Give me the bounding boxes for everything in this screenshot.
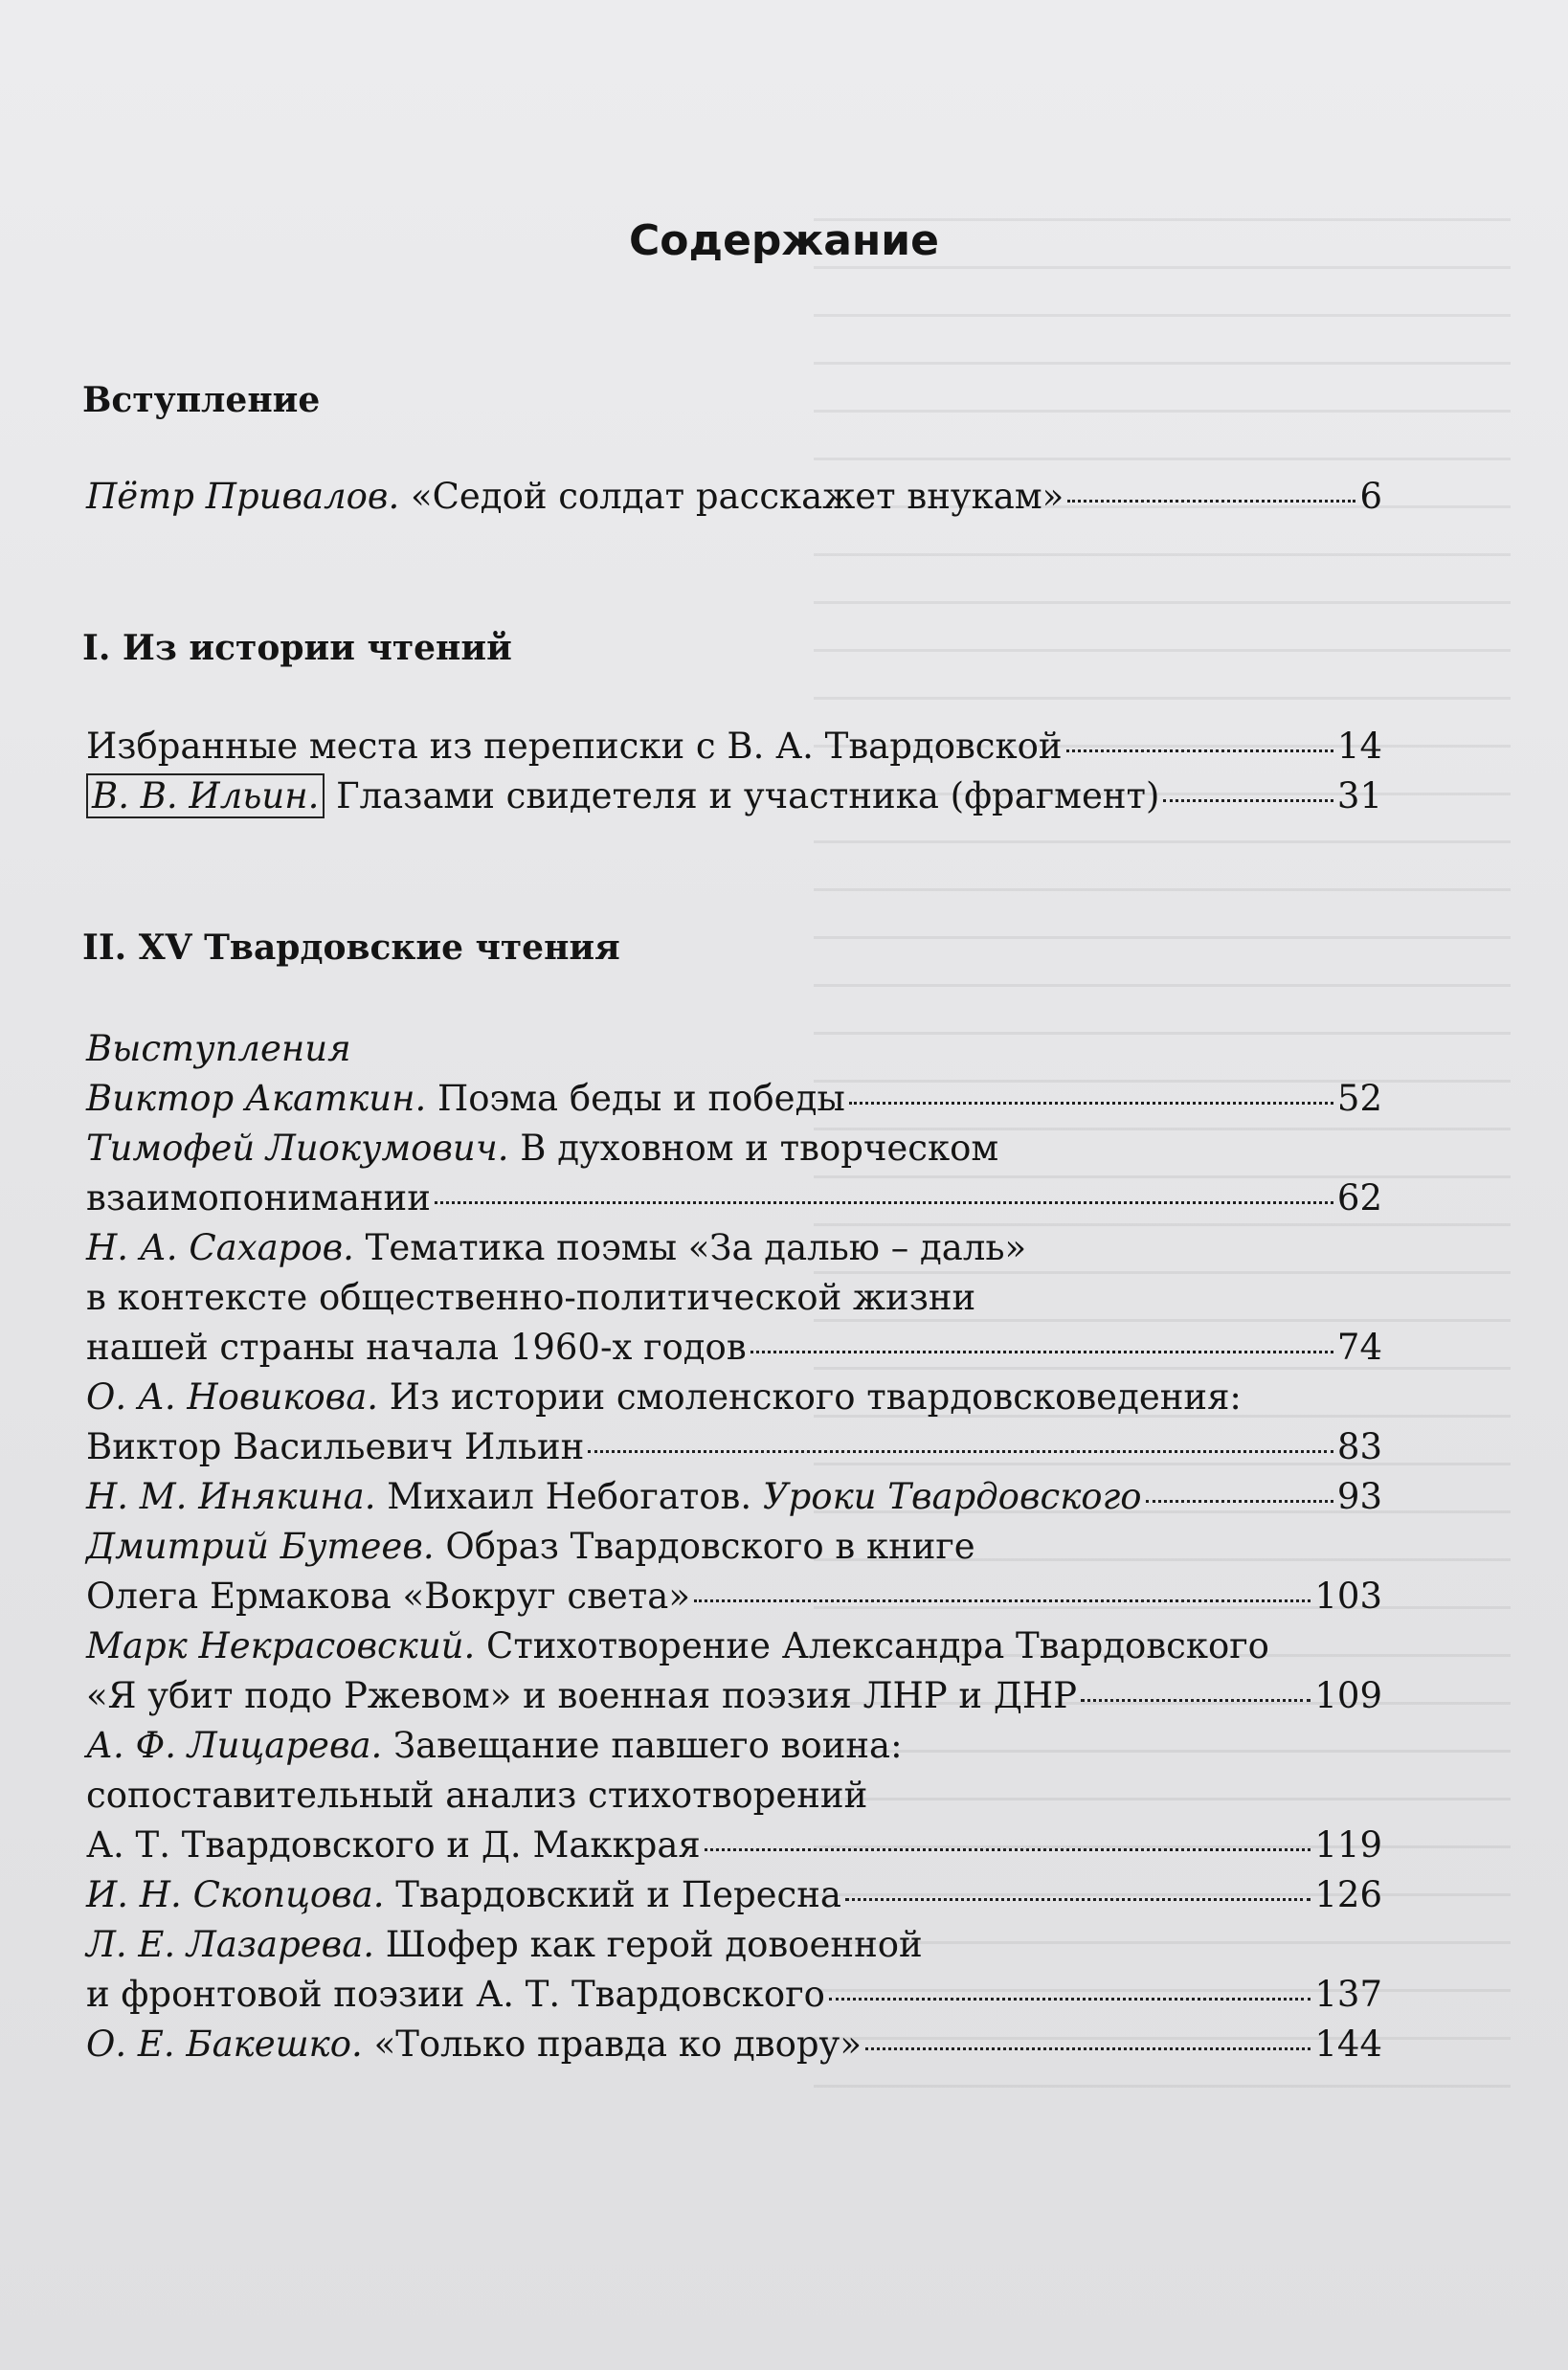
entry-title: Образ Твардовского в книге [434, 1526, 975, 1567]
entry-author: Пётр Привалов. [86, 476, 400, 517]
toc-entry[interactable] [86, 1373, 1382, 1472]
dot-leader [435, 1201, 1333, 1204]
entry-title: «Седой солдат расскажет внукам» [399, 476, 1064, 517]
entry-author: И. Н. Скопцова. [86, 1874, 385, 1915]
entry-title-cont: в контексте общественно-политической жизни [86, 1277, 976, 1318]
page-number: 119 [1314, 1824, 1382, 1866]
dot-leader [829, 1998, 1311, 2001]
dot-leader [1163, 799, 1333, 802]
dot-leader [865, 2047, 1310, 2050]
entry-author: А. Ф. Лицарева. [86, 1725, 383, 1766]
entry-title: Михаил Небогатов. [375, 1476, 763, 1517]
toc-entry[interactable] [86, 2020, 1382, 2069]
toc-entry[interactable] [86, 472, 1382, 522]
entry-title: Завещание павшего воина: [382, 1725, 903, 1766]
entry-title-cont: «Я убит подо Ржевом» и военная поэзия ЛНР и ДНР [86, 1675, 1078, 1716]
toc-entry[interactable] [86, 1621, 1382, 1721]
toc-entry[interactable] [86, 1074, 1382, 1124]
page-number: 126 [1314, 1874, 1382, 1915]
dot-leader [750, 1351, 1333, 1353]
dot-leader [694, 1599, 1310, 1602]
page-number: 14 [1336, 726, 1382, 767]
toc-entry[interactable] [86, 722, 1382, 771]
page-number: 31 [1336, 775, 1382, 816]
entry-title: Избранные места из переписки с В. А. Твардовской [86, 726, 1063, 767]
section-heading-intro: Вступление [82, 380, 321, 420]
toc-entry[interactable] [86, 771, 1382, 821]
entry-title: Тематика поэмы «За далью – даль» [353, 1227, 1027, 1268]
page-number: 144 [1314, 2023, 1382, 2065]
toc-entry[interactable] [86, 1920, 1382, 2020]
entry-title-cont: сопоставительный анализ стихотворений [86, 1775, 868, 1816]
dot-leader [1067, 500, 1355, 503]
entry-author: Л. Е. Лазарева. [86, 1924, 375, 1965]
entry-title-cont: Олега Ермакова «Вокруг света» [86, 1576, 690, 1617]
dot-leader [1081, 1699, 1310, 1702]
page-number: 137 [1314, 1974, 1382, 2015]
toc-entry[interactable] [86, 1522, 1382, 1621]
dot-leader [1066, 749, 1333, 752]
entry-title: В духовном и творческом [508, 1128, 999, 1169]
section-heading-2: II. XV Твардовские чтения [82, 928, 620, 968]
entry-author: Дмитрий Бутеев. [86, 1526, 435, 1567]
page-number: 109 [1314, 1675, 1382, 1716]
page-number: 6 [1359, 476, 1382, 517]
toc-entry[interactable] [86, 1223, 1382, 1373]
entry-author: Н. М. Инякина. [86, 1476, 376, 1517]
page-number: 83 [1336, 1426, 1382, 1467]
entry-author: Н. А. Сахаров. [86, 1227, 354, 1268]
section-heading-1: I. Из истории чтений [82, 628, 512, 668]
entry-author: Марк Некрасовский. [86, 1625, 476, 1666]
entry-title: Шофер как герой довоенной [374, 1924, 923, 1965]
entry-author: В. В. Ильин. [86, 773, 325, 818]
dot-leader [1146, 1500, 1333, 1503]
page-number: 74 [1336, 1327, 1382, 1368]
entry-author: О. А. Новикова. [86, 1376, 379, 1418]
entry-title: Поэма беды и победы [426, 1078, 845, 1119]
toc-entry[interactable] [86, 1124, 1382, 1223]
entry-title-italic: Уроки Твардовского [762, 1476, 1142, 1517]
page-number: 103 [1314, 1576, 1382, 1617]
entry-title-cont: нашей страны начала 1960-х годов [86, 1327, 747, 1368]
page-number: 62 [1336, 1177, 1382, 1219]
page-title: Содержание [629, 216, 939, 265]
toc-entry[interactable] [86, 1721, 1382, 1870]
entry-author: О. Е. Бакешко. [86, 2023, 363, 2065]
entry-title: Из истории смоленского твардовсковедения: [378, 1376, 1242, 1418]
dot-leader [705, 1848, 1311, 1851]
entry-title-cont: Виктор Васильевич Ильин [86, 1426, 585, 1467]
page-number: 52 [1336, 1078, 1382, 1119]
page-number: 93 [1336, 1476, 1382, 1517]
entry-author: Виктор Акаткин. [86, 1078, 427, 1119]
entry-author: Тимофей Лиокумович. [86, 1128, 509, 1169]
toc-entry[interactable] [86, 1870, 1382, 1920]
dot-leader [588, 1450, 1333, 1453]
dot-leader [845, 1898, 1310, 1901]
entry-title: Стихотворение Александра Твардовского [475, 1625, 1269, 1666]
entry-title: «Только правда ко двору» [362, 2023, 862, 2065]
entry-title-cont: А. Т. Твардовского и Д. Маккрая [86, 1824, 701, 1866]
entry-title-cont: и фронтовой поэзии А. Т. Твардовского [86, 1974, 825, 2015]
subsection-heading: Выступления [86, 1028, 351, 1069]
dot-leader [849, 1102, 1333, 1105]
entry-title: Глазами свидетеля и участника (фрагмент) [325, 775, 1160, 816]
entry-title-cont: взаимопонимании [86, 1177, 431, 1219]
toc-entry[interactable] [86, 1472, 1382, 1522]
entry-title: Твардовский и Пересна [384, 1874, 841, 1915]
